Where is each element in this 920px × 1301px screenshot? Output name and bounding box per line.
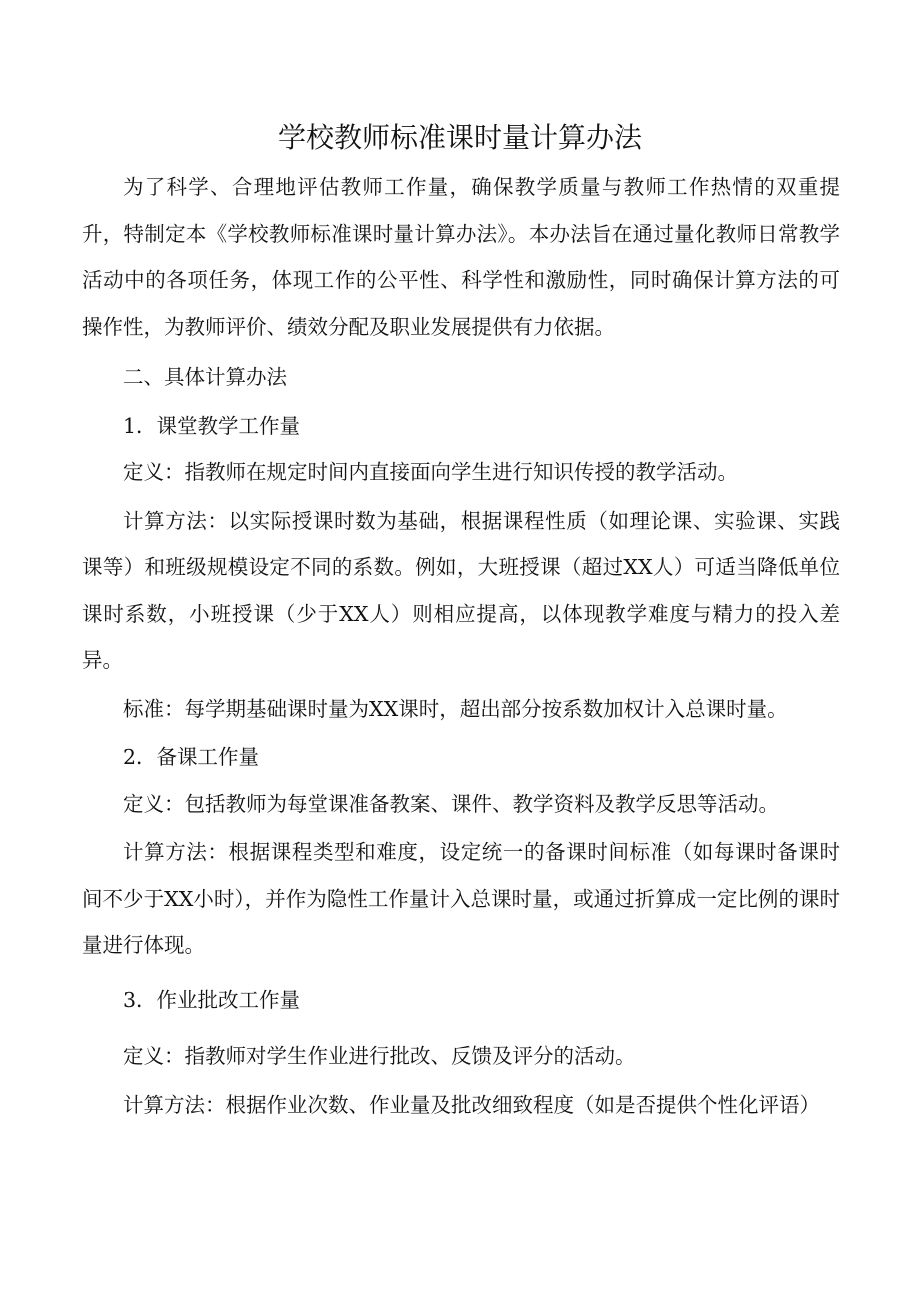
method-paragraph-1: 计算方法：以实际授课时数为基础，根据课程性质（如理论课、实验课、实践课等）和班级规模设定不同的系数。例如，大班授课（超过XX人）可适当降低单位课时系数，小班授课（少于XX人）则相应提高，以体现教学难度与精力的投入差异。 (82, 508, 840, 672)
subsection-heading-1: 1．课堂教学工作量 (123, 413, 301, 438)
definition-paragraph-3: 定义：指教师对学生作业进行批改、反馈及评分的活动。 (123, 1044, 636, 1068)
section-heading: 二、具体计算办法 (123, 365, 287, 389)
intro-paragraph: 为了科学、合理地评估教师工作量，确保教学质量与教师工作热情的双重提升，特制定本《学校教师标准课时量计算办法》。本办法旨在通过量化教师日常教学活动中的各项任务，体现工作的公平性、科学性和激励性，同时确保计算方法的可操作性，为教师评价、绩效分配及职业发展提供有力依据。 (82, 175, 840, 339)
definition-paragraph-2: 定义：包括教师为每堂课准备教案、课件、教学资料及教学反思等活动。 (123, 791, 779, 816)
method-paragraph-2: 计算方法：根据课程类型和难度，设定统一的备课时间标准（如每课时备课时间不少于XX小时），并作为隐性工作量计入总课时量，或通过折算成一定比例的课时量进行体现。 (82, 840, 840, 957)
method-paragraph-3: 计算方法：根据作业次数、作业量及批改细致程度（如是否提供个性化评语） (123, 1092, 820, 1117)
subsection-heading-2: 2．备课工作量 (123, 745, 260, 769)
document-body (82, 164, 840, 1128)
standard-paragraph-1: 标准：每学期基础课时量为XX课时，超出部分按系数加权计入总课时量。 (123, 696, 788, 721)
document-title: 学校教师标准课时量计算办法 (277, 121, 642, 154)
subsection-heading-3: 3．作业批改工作量 (123, 987, 301, 1012)
definition-paragraph-1: 定义：指教师在规定时间内直接面向学生进行知识传授的教学活动。 (123, 460, 738, 484)
